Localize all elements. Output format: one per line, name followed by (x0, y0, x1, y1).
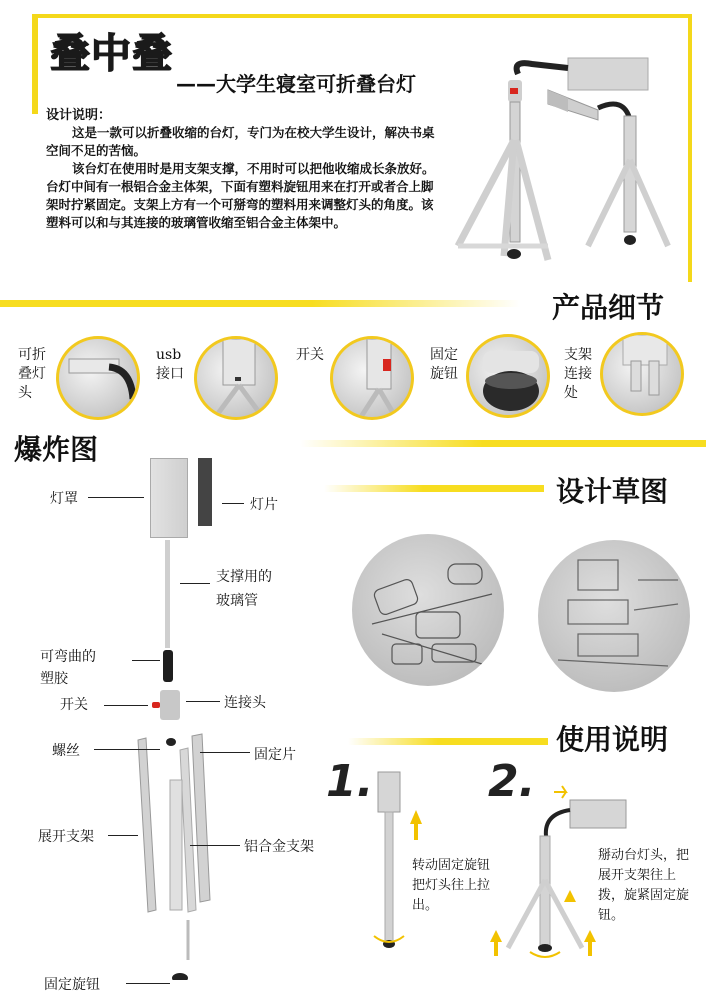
detail-image-switch (330, 336, 414, 420)
detail-image-leg-joint (600, 332, 684, 416)
divider-stripe (0, 300, 520, 307)
leader-alu (190, 845, 240, 846)
leader-screw (94, 749, 160, 750)
part-connector (160, 690, 180, 720)
label-legs: 展开支架 (38, 829, 94, 845)
divider-stripe-2 (300, 440, 706, 447)
leader-glass (180, 583, 210, 584)
label-glass-2: 玻璃管 (216, 593, 258, 609)
leader-panel (222, 503, 244, 504)
detail-image-folding-head (56, 336, 140, 420)
description-paragraph-1: 这是一款可以折叠收缩的台灯，专门为在校大学生设计，解决书桌空间不足的苦恼。 (46, 125, 435, 158)
label-alu: 铝合金支架 (244, 839, 314, 855)
detail-label-3: 开关 (296, 347, 324, 363)
part-lamp-panel (198, 458, 212, 526)
detail-label-5: 支架连接处 (564, 347, 592, 401)
page-subtitle: ——大学生寝室可折叠台灯 (176, 72, 416, 96)
description-heading: 设计说明： (46, 108, 112, 123)
part-switch (152, 702, 160, 708)
leader-connector (186, 701, 220, 702)
description-paragraph-2: 该台灯在使用时是用支架支撑，不用时可以把他收缩成长条放好。台灯中间有一根铝合金主体架，下面有塑料旋钮用来在打开或者合上脚架时拧紧固定。支架上方有一个可掰弯的塑料用来调整灯头的角度。该塑料可以和与其连接的玻璃管收缩至铝合金主体架中。 (46, 161, 435, 230)
detail-label-2: usb接口 (156, 347, 184, 382)
usage-stripe (348, 738, 548, 745)
sketch-image-2 (538, 540, 690, 692)
detail-label-1: 可折叠灯头 (18, 347, 46, 401)
leader-switch (104, 705, 148, 706)
label-connector: 连接头 (224, 695, 266, 711)
leader-knob (126, 983, 170, 984)
label-bend-1: 可弯曲的 (40, 649, 96, 665)
description-body (46, 124, 436, 232)
detail-label-4: 固定旋钮 (430, 347, 458, 382)
label-screw: 螺丝 (52, 743, 80, 759)
part-bendable-plastic (163, 650, 173, 682)
step-2-text: 掰动台灯头，把展开支架往上拨，旋紧固定旋钮。 (598, 848, 690, 923)
sketch-stripe (324, 485, 544, 492)
label-panel: 灯片 (250, 497, 278, 513)
explode-title: 爆炸图 (14, 433, 99, 466)
step-2-number: 2. (488, 756, 536, 807)
leader-clip (200, 752, 250, 753)
detail-image-usb (194, 336, 278, 420)
usage-title: 使用说明 (556, 723, 669, 756)
leader-shade (88, 497, 144, 498)
label-switch: 开关 (60, 697, 88, 713)
detail-image-knob (466, 334, 550, 418)
hero-lamp-image (448, 50, 678, 280)
step-1-number: 1. (326, 756, 374, 807)
sketch-image-1 (352, 534, 504, 686)
label-clip: 固定片 (254, 747, 296, 763)
label-shade: 灯罩 (50, 491, 78, 507)
header-frame-left (32, 14, 38, 114)
details-title: 产品细节 (552, 291, 665, 324)
part-lamp-shade (150, 458, 188, 538)
step-1-text: 转动固定旋钮把灯头往上拉出。 (412, 858, 491, 913)
leader-legs (108, 835, 138, 836)
label-bend-2: 塑胶 (40, 671, 68, 687)
leader-bend (132, 660, 160, 661)
part-legs-and-frame (130, 730, 220, 980)
label-knob: 固定旋钮 (44, 977, 100, 993)
part-glass-tube (165, 540, 170, 648)
page-title: 叠中叠 (50, 31, 173, 77)
sketches-title: 设计草图 (556, 475, 669, 508)
label-glass-1: 支撑用的 (216, 569, 272, 585)
